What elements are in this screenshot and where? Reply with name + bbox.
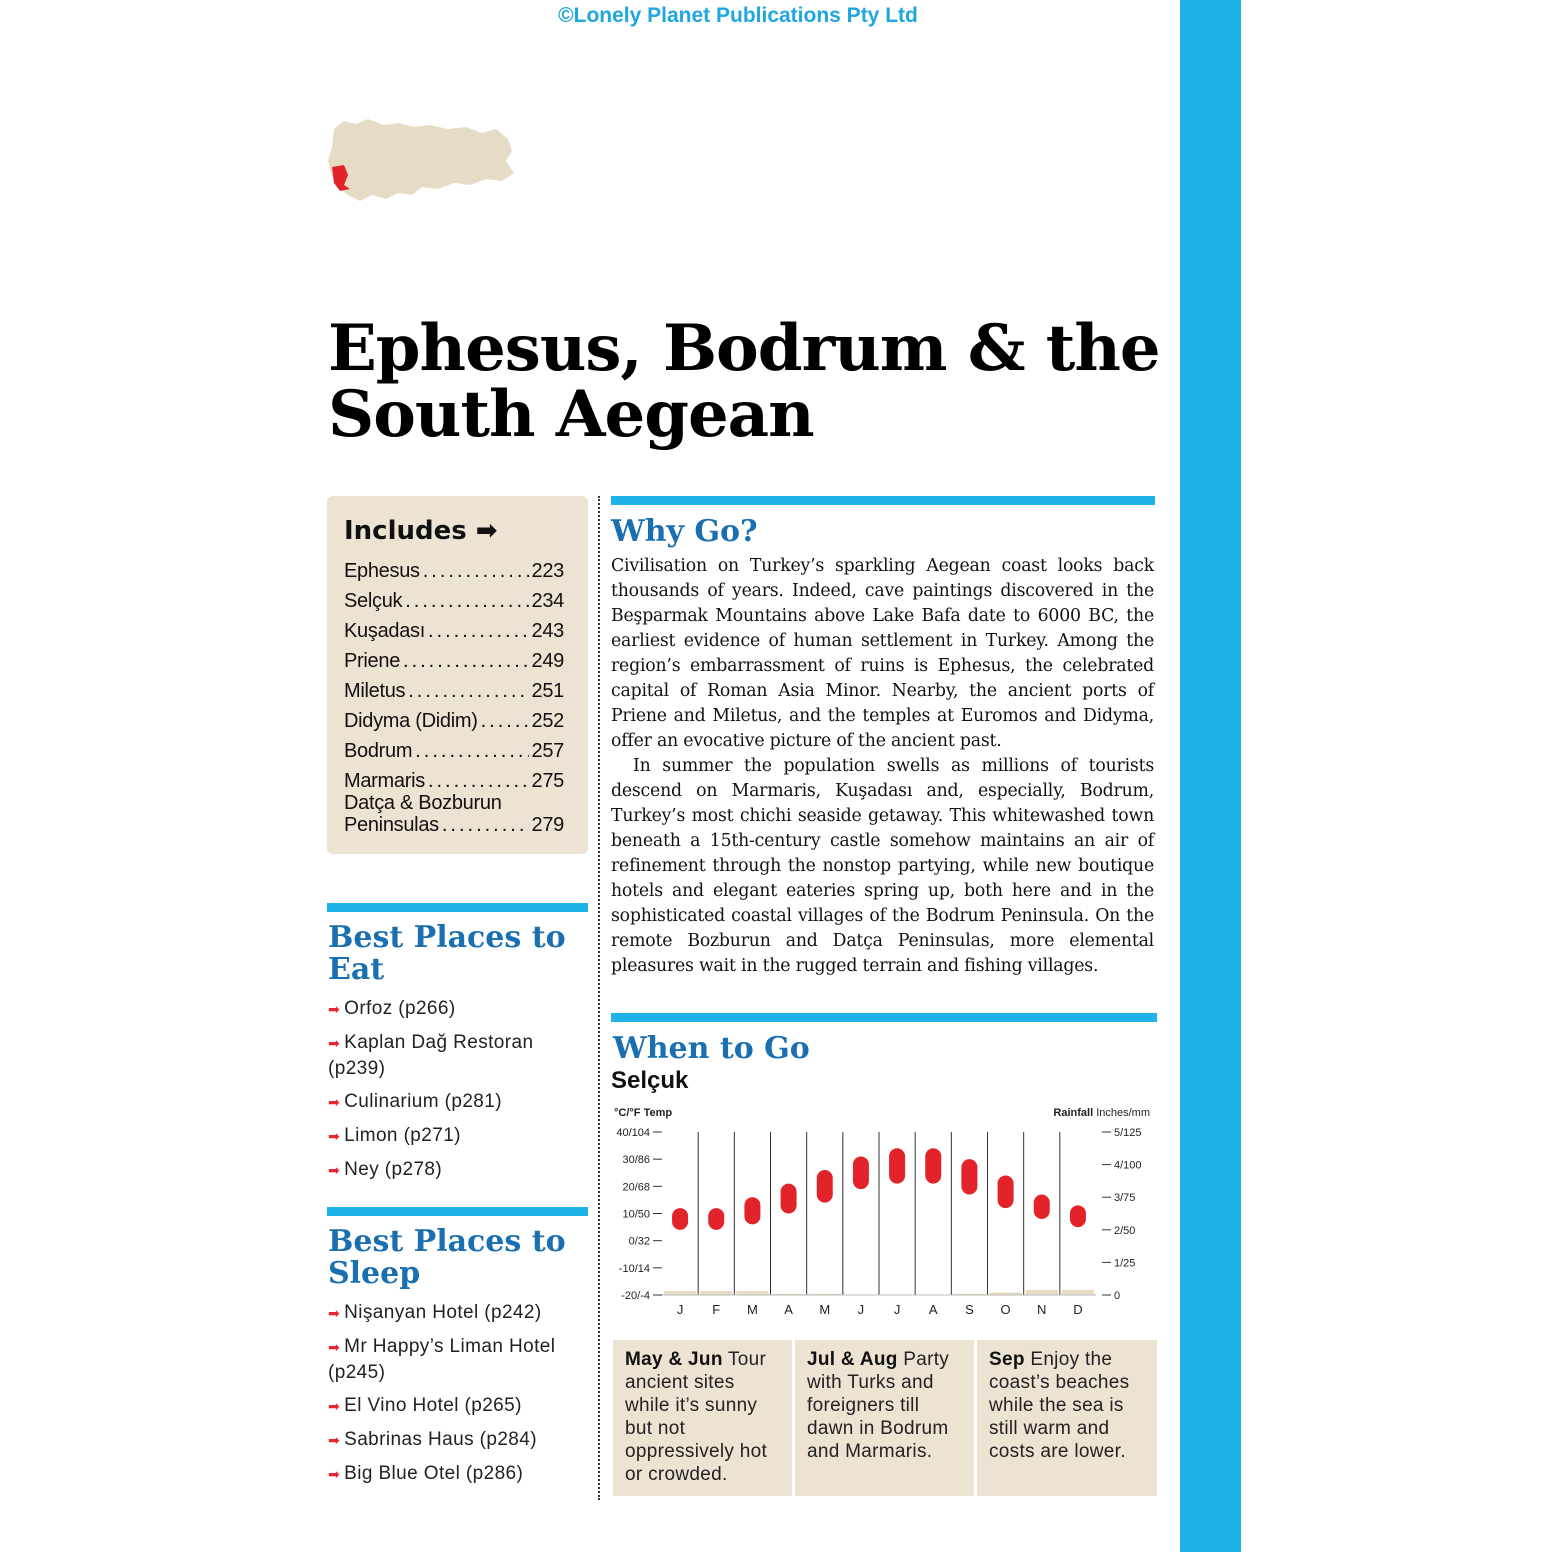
temp-range-bar xyxy=(1070,1205,1086,1227)
includes-box xyxy=(327,496,588,854)
arrow-icon: ➡ xyxy=(328,1466,341,1482)
temp-tick-label: 40/104 xyxy=(616,1127,650,1139)
temp-tick-label: -20/-4 xyxy=(621,1290,650,1302)
season-text: Enjoy the coast’s beaches while the sea is still warm and costs are lower. xyxy=(989,1349,1130,1462)
rainfall-bar xyxy=(1062,1290,1094,1295)
section-rule xyxy=(611,496,1155,505)
season-when: May & Jun xyxy=(625,1349,723,1370)
chart-location: Selçuk xyxy=(611,1067,689,1094)
climate-chart xyxy=(606,1100,1166,1330)
month-label: N xyxy=(1037,1302,1047,1317)
season-text: Party with Turks and foreigners till dawn in Bodrum and Marmaris. xyxy=(807,1349,950,1462)
season-text: Tour ancient sites while it’s sunny but not oppressively hot or crowded. xyxy=(625,1349,768,1485)
temp-range-bar xyxy=(889,1148,905,1183)
rain-tick-label: 3/75 xyxy=(1114,1192,1136,1205)
temp-tick-label: 30/86 xyxy=(622,1154,650,1167)
month-label: J xyxy=(893,1302,901,1317)
rainfall-bar xyxy=(1026,1290,1058,1295)
list-item: ➡ Nişanyan Hotel (p242) xyxy=(328,1302,542,1323)
month-label: F xyxy=(712,1302,721,1317)
rainfall-bar xyxy=(664,1291,696,1295)
includes-item: Ephesus ..... 223 xyxy=(344,552,564,582)
season-panel xyxy=(613,1340,792,1496)
section-rule xyxy=(327,1207,588,1216)
month-label: M xyxy=(746,1302,758,1317)
temp-tick-label: -10/14 xyxy=(618,1262,650,1275)
includes-item: Selçuk ..... 234 xyxy=(344,582,564,612)
list-item: ➡ Kaplan Dağ Restoran (p239) xyxy=(328,1032,534,1079)
temp-range-bar xyxy=(781,1184,797,1214)
arrow-icon: ➡ xyxy=(328,1432,341,1448)
temp-range-bar xyxy=(817,1170,833,1203)
season-panel xyxy=(795,1340,974,1496)
includes-item: Bodrum ..... 257 xyxy=(344,732,564,762)
includes-item: Marmaris ..... 275 xyxy=(344,762,564,792)
season-when: Jul & Aug xyxy=(807,1349,898,1370)
temp-tick-label: 20/68 xyxy=(622,1181,650,1194)
column-divider xyxy=(598,496,600,1500)
month-label: J xyxy=(676,1302,684,1317)
rainfall-bar xyxy=(736,1291,768,1295)
rainfall-bar xyxy=(700,1291,732,1295)
best-eat-list xyxy=(328,996,568,1191)
arrow-icon: ➡ xyxy=(328,1001,341,1017)
includes-heading: Includes ➡ xyxy=(344,516,498,546)
why-go-heading: Why Go? xyxy=(611,514,758,549)
copyright-notice: ©Lonely Planet Publications Pty Ltd xyxy=(558,4,918,27)
chapter-title: Ephesus, Bodrum & the South Aegean xyxy=(328,311,1160,452)
list-item: ➡ El Vino Hotel (p265) xyxy=(328,1395,522,1416)
month-label: A xyxy=(784,1302,793,1317)
month-label: S xyxy=(965,1302,974,1317)
includes-item: Miletus ..... 251 xyxy=(344,672,564,702)
why-go-body xyxy=(611,554,1154,979)
month-label: A xyxy=(928,1302,938,1317)
temp-range-bar xyxy=(1034,1194,1050,1218)
arrow-icon: ➡ xyxy=(328,1035,341,1051)
list-item: ➡ Mr Happy’s Liman Hotel (p245) xyxy=(328,1336,556,1383)
best-eat-heading: Best Places to Eat xyxy=(328,920,566,987)
paragraph: In summer the population swells as millions of tourists descend on Marmaris, Kuşadası and, especially, Bodrum, Turkey’s most chichi seaside getaway. This whitewashed town beneath a 15th-century castle somehow maintains an air of refinement through the nonstop partying, while new boutique hotels and elegant eateries spring up, both here and in the sophisticated coastal villages of the Bodrum Peninsula. On the remote Bozburun and Datça Peninsulas, more elemental pleasures wait in the rugged terrain and fishing villages. xyxy=(611,756,1154,976)
temp-range-bar xyxy=(961,1159,977,1194)
list-item: ➡ Limon (p271) xyxy=(328,1125,461,1146)
rain-tick-label: 1/25 xyxy=(1114,1257,1136,1270)
temp-tick-label: 0/32 xyxy=(628,1235,650,1248)
includes-item: Datça & Bozburun Peninsulas ..... 279 xyxy=(344,792,564,844)
rain-tick-label: 5/125 xyxy=(1114,1127,1142,1139)
temp-range-bar xyxy=(853,1156,869,1189)
list-item: ➡ Ney (p278) xyxy=(328,1159,443,1180)
temp-range-bar xyxy=(925,1148,941,1183)
season-when: Sep xyxy=(989,1349,1025,1370)
when-to-go-heading: When to Go xyxy=(613,1031,810,1066)
temp-range-bar xyxy=(744,1197,760,1224)
includes-item: Kuşadası ..... 243 xyxy=(344,612,564,642)
rain-tick-label: 2/50 xyxy=(1114,1224,1136,1237)
turkey-shape xyxy=(328,119,514,201)
rain-axis-label: Rainfall Inches/mm xyxy=(1053,1107,1150,1119)
temp-axis-label: °C/°F Temp xyxy=(614,1107,673,1119)
temp-tick-label: 10/50 xyxy=(622,1208,650,1221)
rain-tick-label: 0 xyxy=(1114,1290,1121,1302)
turkey-locator-map xyxy=(326,115,518,207)
temp-range-bar xyxy=(672,1208,688,1230)
temp-range-bar xyxy=(998,1175,1014,1208)
rain-tick-label: 4/100 xyxy=(1114,1159,1142,1172)
season-panel xyxy=(977,1340,1157,1496)
list-item: ➡ Culinarium (p281) xyxy=(328,1091,502,1112)
section-rule xyxy=(611,1013,1157,1022)
includes-list xyxy=(344,552,588,844)
arrow-icon: ➡ xyxy=(328,1398,341,1414)
includes-item: Didyma (Didim) ..... 252 xyxy=(344,702,564,732)
list-item: ➡ Sabrinas Haus (p284) xyxy=(328,1429,537,1450)
best-sleep-heading: Best Places to Sleep xyxy=(328,1224,566,1291)
best-sleep-list xyxy=(328,1300,568,1495)
temp-range-bar xyxy=(708,1208,724,1230)
arrow-icon: ➡ xyxy=(328,1094,341,1110)
section-rule xyxy=(327,903,588,912)
arrow-icon: ➡ xyxy=(328,1162,341,1178)
chapter-color-strip xyxy=(1180,0,1241,1552)
month-label: J xyxy=(857,1302,865,1317)
month-label: D xyxy=(1073,1302,1083,1317)
list-item: ➡ Orfoz (p266) xyxy=(328,998,456,1019)
month-label: O xyxy=(1000,1302,1011,1317)
includes-item: Priene ..... 249 xyxy=(344,642,564,672)
arrow-icon: ➡ xyxy=(328,1339,341,1355)
arrow-icon: ➡ xyxy=(328,1305,341,1321)
arrow-icon: ➡ xyxy=(328,1128,341,1144)
paragraph: Civilisation on Turkey’s sparkling Aegean coast looks back thousands of years. Indeed, cave paintings discovered in the Beşparmak Mountains above Lake Bafa date to 6000 BC, the earliest evidence of human settlement in Turkey. Among the region’s embarrassment of ruins is Ephesus, the celebrated capital of Roman Asia Minor. Nearby, the ancient ports of Priene and Miletus, and the temples at Euromos and Didyma, offer an evocative picture of the ancient past. xyxy=(611,556,1154,751)
month-label: M xyxy=(819,1302,831,1317)
list-item: ➡ Big Blue Otel (p286) xyxy=(328,1463,524,1484)
